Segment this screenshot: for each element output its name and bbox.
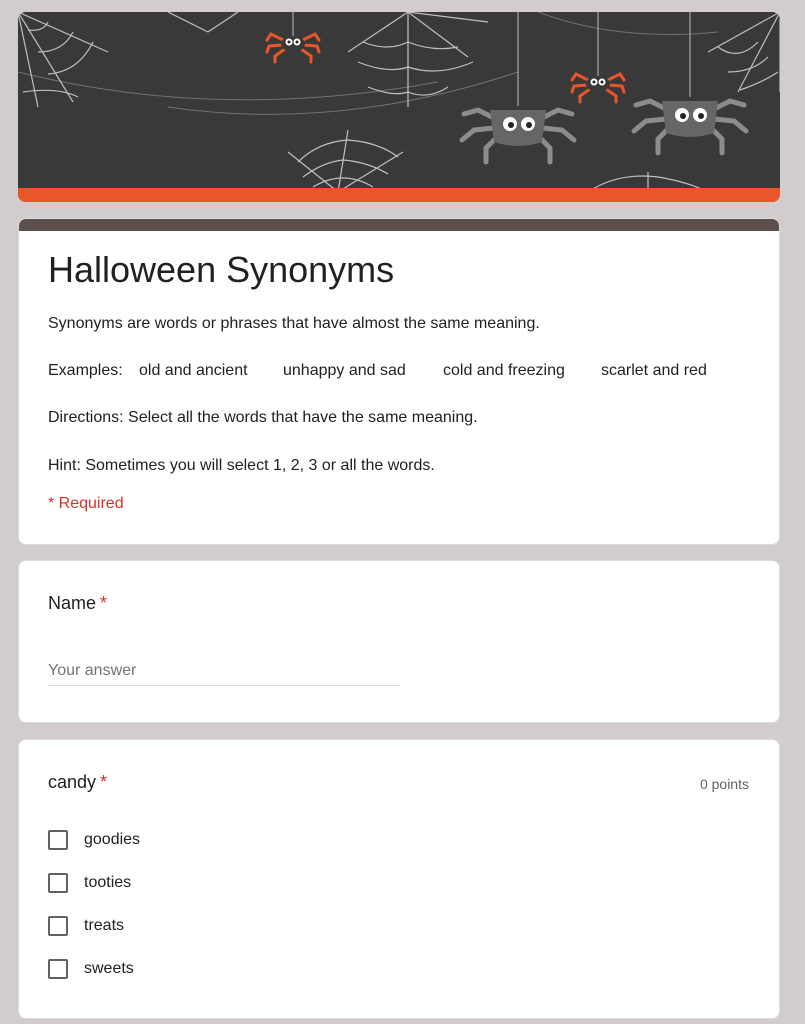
option-tooties[interactable]: [48, 870, 131, 896]
option-label: sweets: [84, 960, 134, 977]
header-banner: [18, 12, 780, 202]
question-title: [48, 772, 107, 793]
option-label: tooties: [84, 874, 132, 891]
checkbox[interactable]: [48, 916, 68, 936]
example-item: old and ancient: [139, 362, 248, 379]
option-label: treats: [84, 917, 125, 934]
required-asterisk: *: [100, 593, 108, 613]
required-note: * Required: [48, 495, 124, 512]
checkbox[interactable]: [48, 959, 68, 979]
form-title: Halloween Synonyms: [48, 249, 395, 290]
checkbox[interactable]: [48, 830, 68, 850]
candy-question-card: [18, 739, 780, 1019]
name-question-card: [18, 560, 780, 723]
option-goodies[interactable]: [48, 827, 140, 853]
examples-label: Examples:: [48, 362, 123, 379]
form-hint: Hint: Sometimes you will select 1, 2, 3 or all the words.: [48, 457, 435, 474]
form-header-card: [18, 218, 780, 545]
option-sweets[interactable]: [48, 956, 134, 982]
points-label: 0 points: [699, 776, 749, 792]
header-accent-bar: [19, 219, 779, 231]
banner-illustration: [18, 12, 780, 202]
checkbox[interactable]: [48, 873, 68, 893]
example-item: scarlet and red: [601, 362, 707, 379]
question-title-text: candy: [48, 772, 97, 792]
name-input[interactable]: [48, 657, 400, 686]
example-item: cold and freezing: [443, 362, 565, 379]
question-title: [48, 593, 107, 614]
required-asterisk: *: [100, 772, 108, 792]
option-label: goodies: [84, 831, 141, 848]
form-intro: Synonyms are words or phrases that have almost the same meaning.: [48, 315, 540, 332]
example-item: unhappy and sad: [283, 362, 406, 379]
form-directions: Directions: Select all the words that have the same meaning.: [48, 409, 478, 426]
question-title-text: Name: [48, 593, 97, 613]
option-treats[interactable]: [48, 913, 124, 939]
